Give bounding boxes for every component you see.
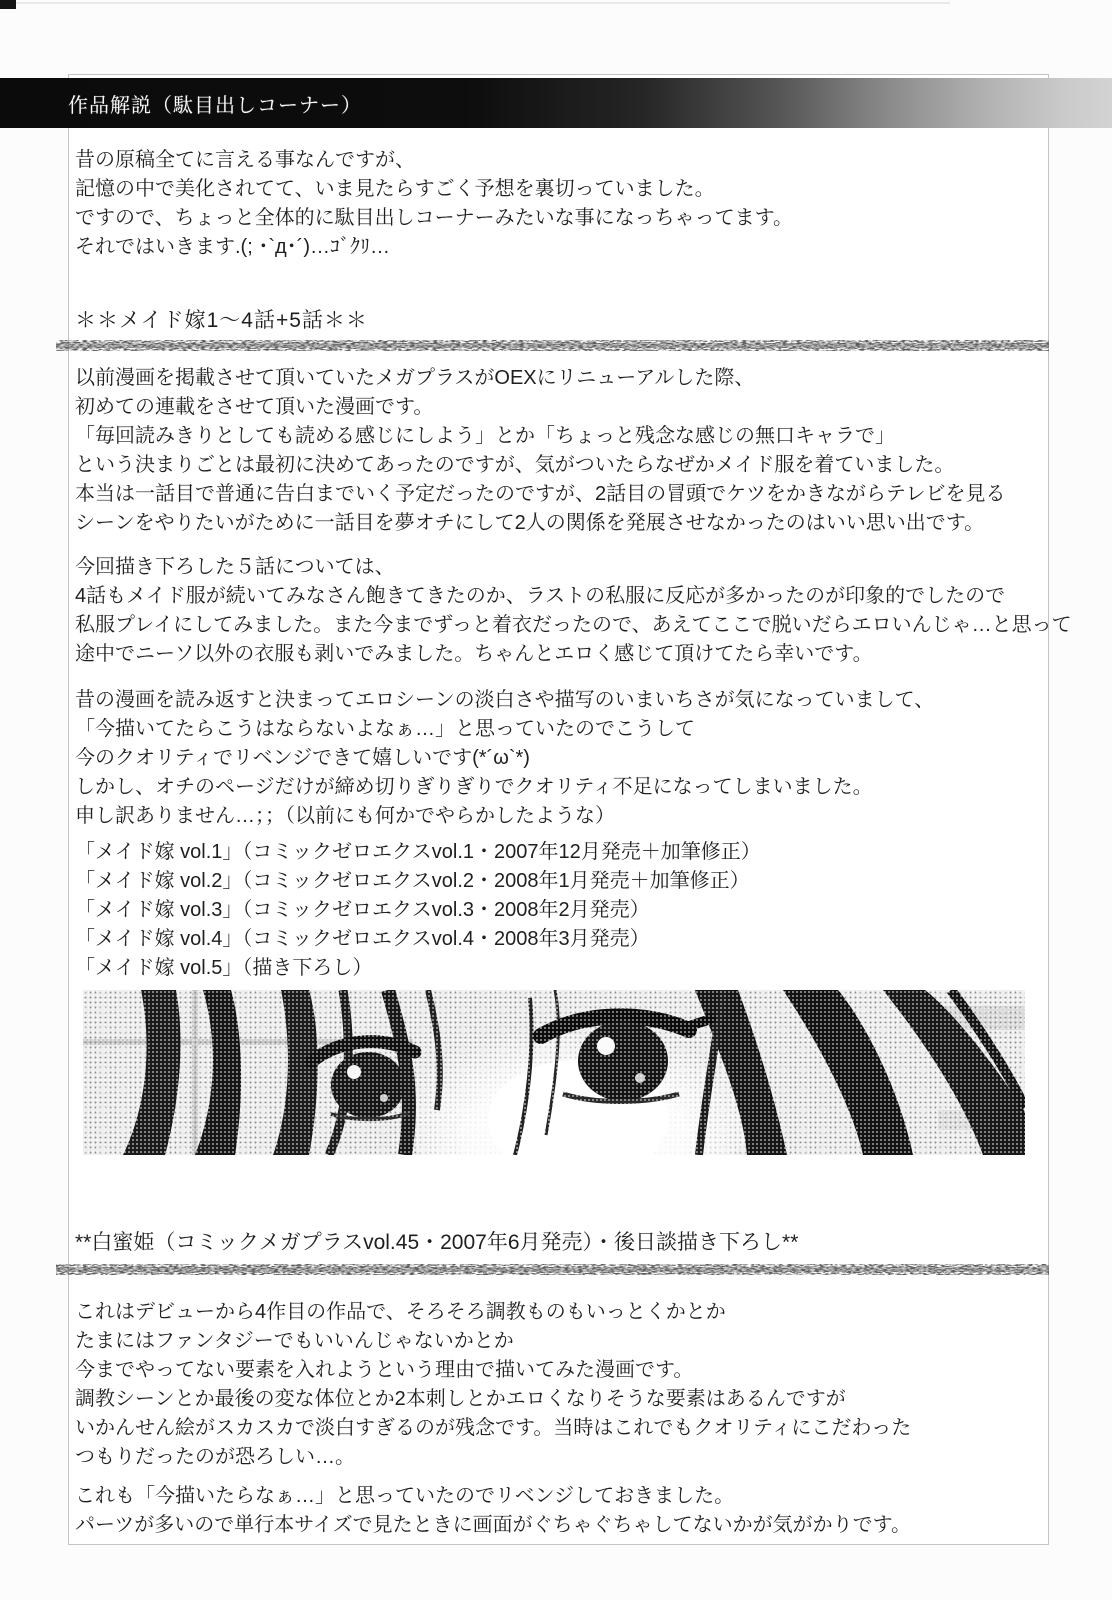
text-line: たまにはファンタジーでもいいんじゃないかとか xyxy=(75,1330,514,1352)
hakumitsu-paragraph-1 xyxy=(75,1298,911,1472)
text-line: しかし、オチのページだけが締め切りぎりぎりでクオリティ不足になってしまいました。 xyxy=(75,776,873,798)
maid-paragraph-1 xyxy=(75,364,1006,538)
volume-list xyxy=(75,838,761,983)
text-line: 本当は一話目で普通に告白までいく予定だったのですが、2話目の冒頭でケツをかきながらテレビを見る xyxy=(75,483,1006,505)
text-line: 私服プレイにしてみました。また今までずっと着衣だったので、あえてここで脱いだらエロいんじゃ…と思って xyxy=(75,614,1072,636)
maid-paragraph-3 xyxy=(75,686,934,831)
text-line: 初めての連載をさせて頂いた漫画です。 xyxy=(75,396,434,418)
maid-paragraph-2 xyxy=(75,553,1072,669)
text-line: 「メイド嫁 vol.4」（コミックゼロエクスvol.4・2008年3月発売） xyxy=(75,928,650,950)
scan-corner-mark xyxy=(0,0,16,9)
text-line: 調教シーンとか最後の変な体位とか2本刺しとかエロくなりそうな要素はあるんですが xyxy=(75,1388,846,1410)
text-line: 4話もメイド服が続いてみなさん飽きてきたのか、ラストの私服に反応が多かったのが印象的でしたので xyxy=(75,585,1006,607)
scribble-divider-top xyxy=(56,340,1049,351)
text-line: 今回描き下ろした５話については、 xyxy=(75,556,395,578)
text-line: それではいきます.(; ･`д･´)…ｺﾞｸﾘ… xyxy=(75,236,390,258)
text-line: 今のクオリティでリベンジできて嬉しいです(*´ω`*) xyxy=(75,747,530,769)
text-line: 「メイド嫁 vol.5」（描き下ろし） xyxy=(75,957,373,979)
text-line: 昔の原稿全てに言える事なんですが、 xyxy=(75,149,415,171)
text-line: 以前漫画を掲載させて頂いていたメガプラスがOEXにリニューアルした際、 xyxy=(75,367,755,389)
text-line: という決まりごとは最初に決めてあったのですが、気がついたらなぜかメイド服を着ていました。 xyxy=(75,454,955,476)
character-eyes-artwork xyxy=(83,990,1025,1155)
text-line: いかんせん絵がスカスカで淡白すぎるのが残念です。当時はこれでもクオリティにこだわった xyxy=(75,1417,912,1439)
section-title-maid: ＊＊メイド嫁1～4話+5話＊＊ xyxy=(75,309,368,332)
scan-edge-streak xyxy=(0,2,950,4)
text-line: これはデビューから4作目の作品で、そろそろ調教ものもいっとくかとか xyxy=(75,1301,726,1323)
text-line: パーツが多いので単行本サイズで見たときに画面がぐちゃぐちゃしてないかが気がかりです。 xyxy=(75,1514,911,1536)
header-bar xyxy=(0,78,1112,128)
text-line: 途中でニーソ以外の衣服も剥いでみました。ちゃんとエロく感じて頂けてたら幸いです。 xyxy=(75,643,873,665)
text-line: 「今描いてたらこうはならないよなぁ…」と思っていたのでこうして xyxy=(75,718,695,740)
text-line: 「毎回読みきりとしても読める感じにしよう」とか「ちょっと残念な感じの無口キャラで」 xyxy=(75,425,895,447)
text-line: 「メイド嫁 vol.1」（コミックゼロエクスvol.1・2007年12月発売＋加筆修正） xyxy=(75,841,761,863)
page-title: 作品解説（駄目出しコーナー） xyxy=(68,94,362,117)
text-line: 昔の漫画を読み返すと決まってエロシーンの淡白さや描写のいまいちさが気になっていまして、 xyxy=(75,689,935,711)
text-line: 「メイド嫁 vol.2」（コミックゼロエクスvol.2・2008年1月発売＋加筆修正） xyxy=(75,870,750,892)
scribble-divider-bottom xyxy=(56,1264,1049,1275)
text-line: シーンをやりたいがために一話目を夢オチにして2人の関係を発展させなかったのはいい思い出です。 xyxy=(75,512,985,534)
text-line: 「メイド嫁 vol.3」（コミックゼロエクスvol.3・2008年2月発売） xyxy=(75,899,650,921)
intro-paragraph xyxy=(75,146,793,262)
text-line: つもりだったのが恐ろしい…。 xyxy=(75,1446,355,1468)
text-line: 申し訳ありません…；；（以前にも何かでやらかしたような） xyxy=(75,805,615,827)
text-line: ですので、ちょっと全体的に駄目出しコーナーみたいな事になっちゃってます。 xyxy=(75,207,793,229)
hakumitsu-paragraph-2 xyxy=(75,1482,911,1540)
text-line: 今までやってない要素を入れようという理由で描いてみた漫画です。 xyxy=(75,1359,694,1381)
text-line: 記憶の中で美化されてて、いま見たらすごく予想を裏切っていました。 xyxy=(75,178,715,200)
section-title-hakumitsu: **白蜜姫（コミックメガプラスvol.45・2007年6月発売）・後日談描き下ろし** xyxy=(75,1231,799,1254)
text-line: これも「今描いたらなぁ…」と思っていたのでリベンジしておきました。 xyxy=(75,1485,735,1507)
